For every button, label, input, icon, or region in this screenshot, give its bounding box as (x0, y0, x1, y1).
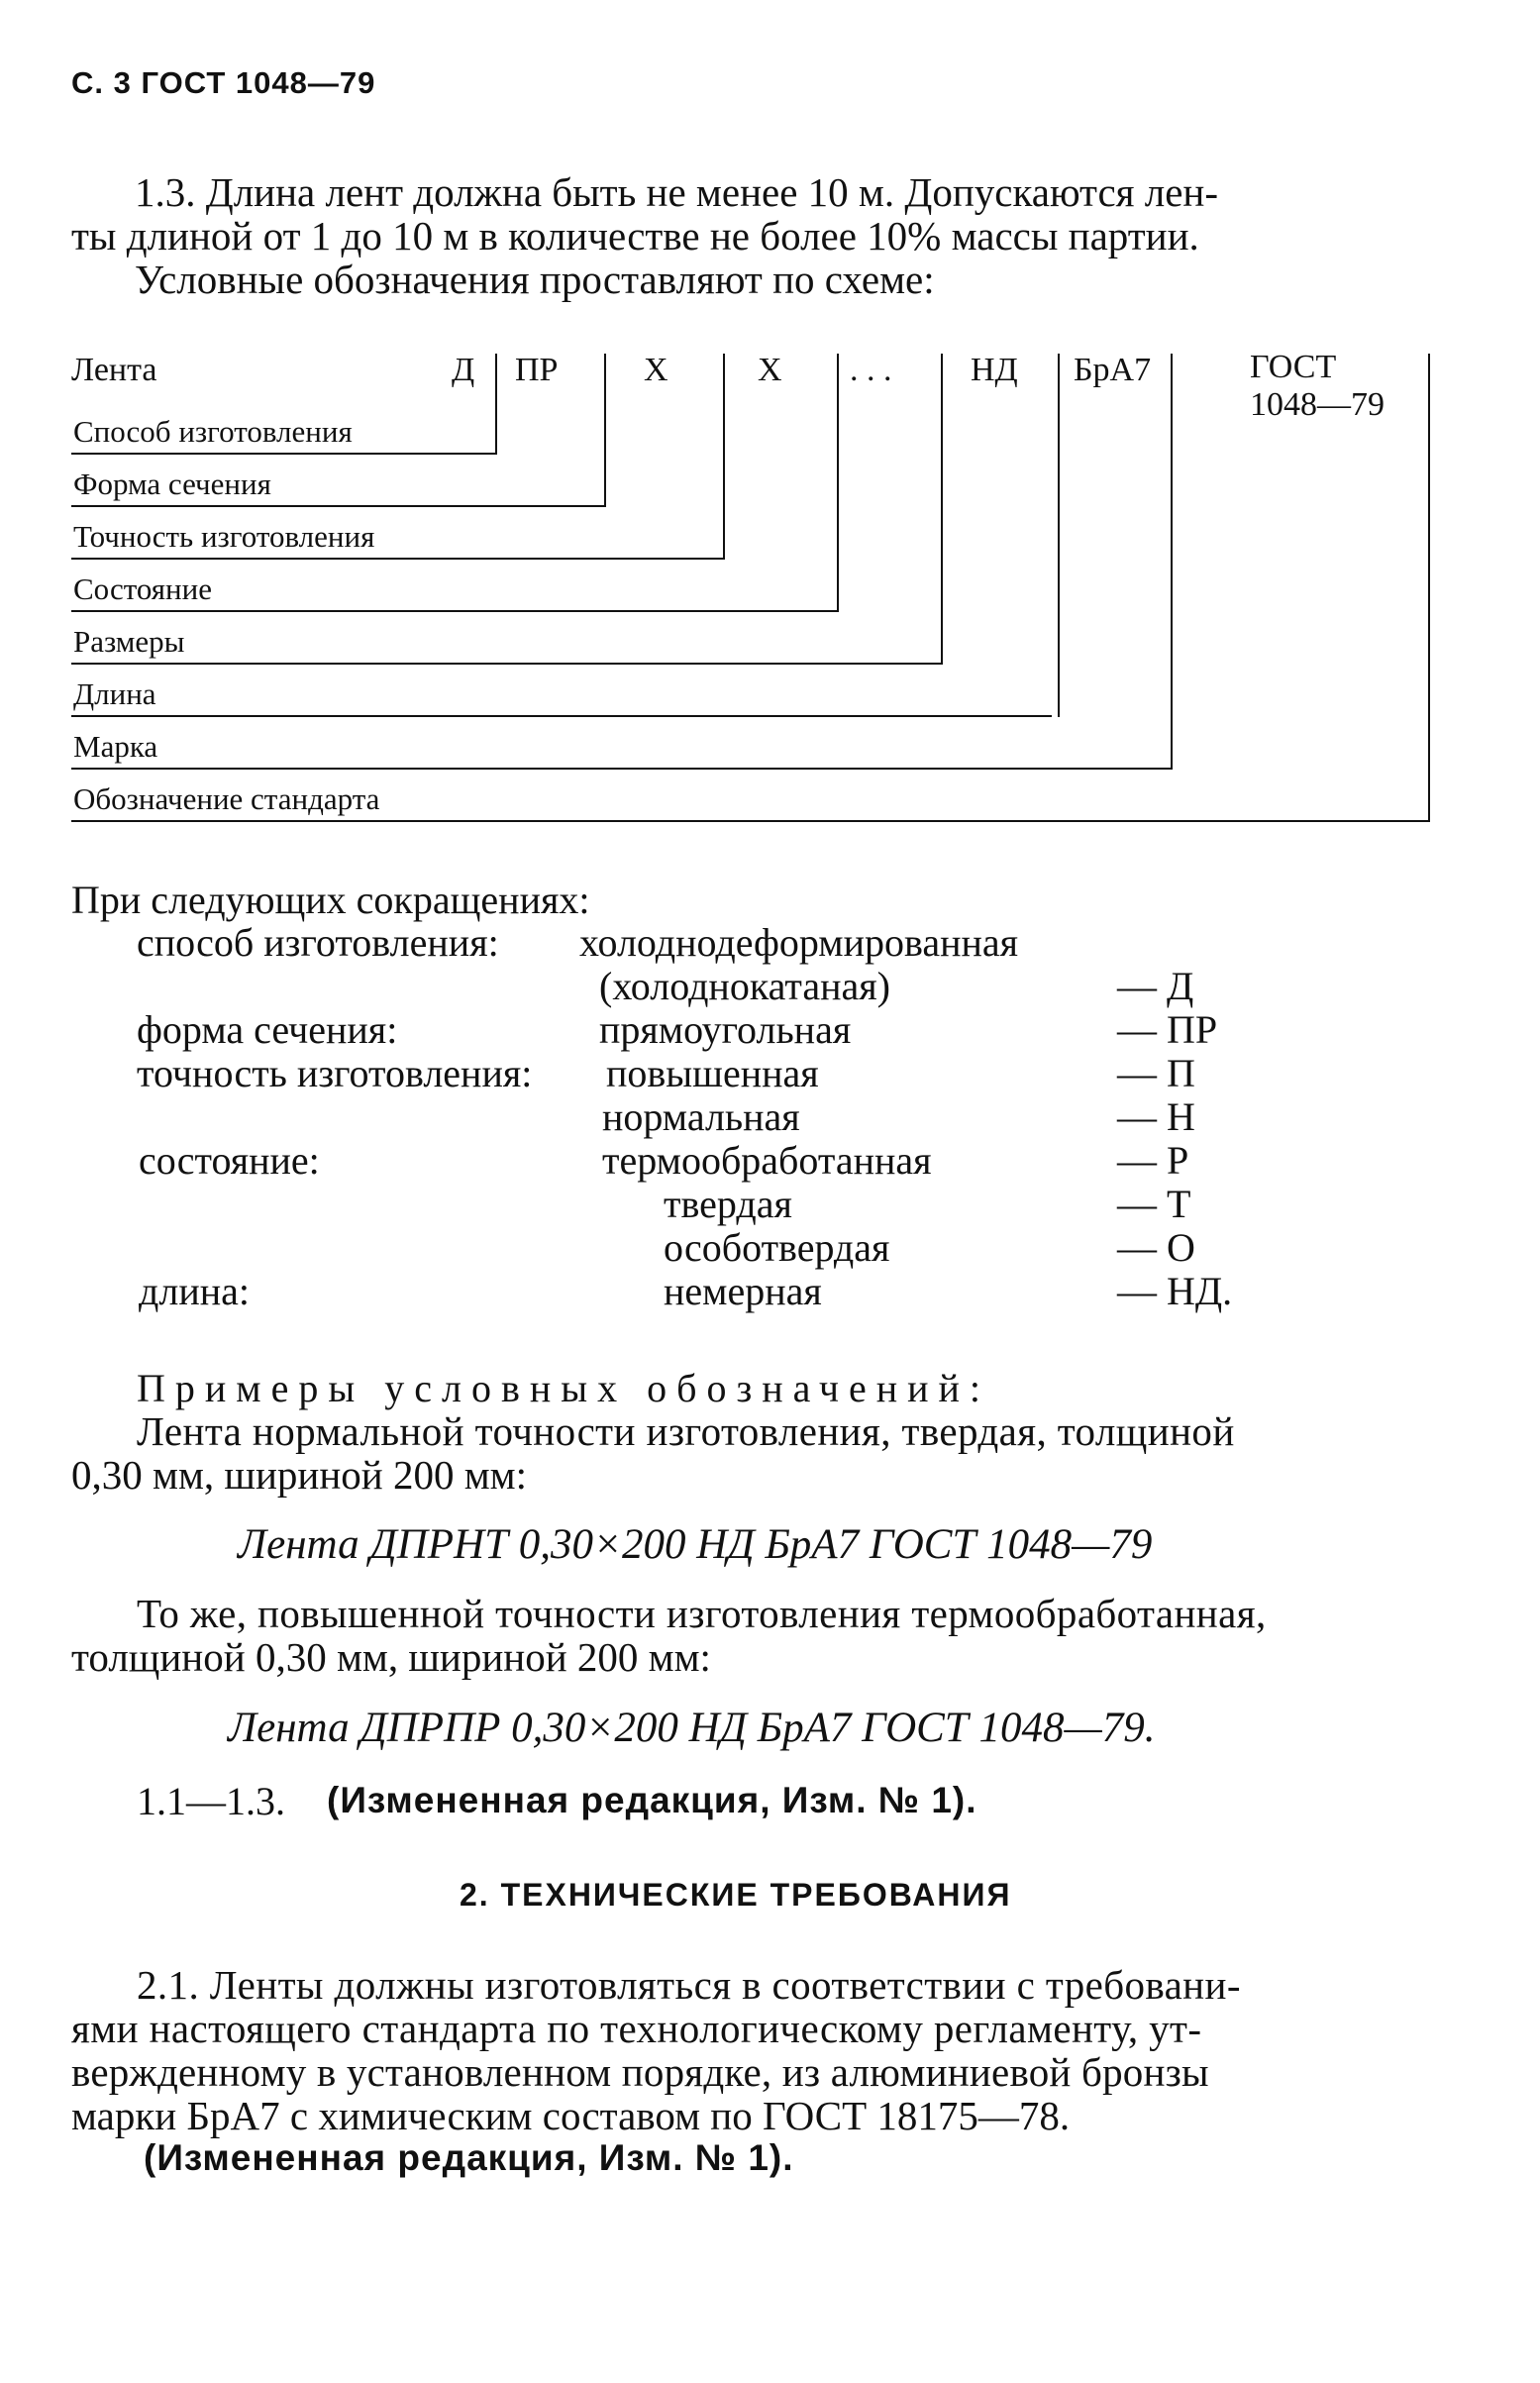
scheme-gost: ГОСТ (1250, 349, 1337, 385)
revision1-text: (Измененная редакция, Изм. № 1). (327, 1780, 977, 1820)
scheme-label-grade: Марка (73, 729, 158, 764)
abbr-cat-shape: форма сечения: (137, 1007, 398, 1052)
section2-title: 2. ТЕХНИЧЕСКИЕ ТРЕБОВАНИЯ (460, 1877, 1012, 1913)
ex2-code: Лента ДПРПР 0,30×200 НД БрА7 ГОСТ 1048—79. (228, 1705, 1156, 1751)
abbr-val-rect: прямоугольная (599, 1007, 852, 1052)
scheme-code-x1: Х (644, 352, 668, 388)
ex1-line1: Лента нормальной точности изготовления, твердая, толщиной (137, 1408, 1235, 1454)
scheme-lenta: Лента (71, 352, 157, 388)
section2-revision: (Измененная редакция, Изм. № 1). (144, 2137, 794, 2178)
abbr-cat-accuracy: точность изготовления: (137, 1051, 533, 1095)
scheme-code-pr: ПР (515, 352, 559, 388)
scheme-label-shape: Форма сечения (73, 466, 271, 501)
abbr-val-extrahard: особотвердая (664, 1225, 890, 1270)
scheme-gost-number: 1048—79 (1250, 386, 1385, 423)
scheme-code-d: Д (452, 352, 475, 388)
page-header: С. 3 ГОСТ 1048—79 (71, 65, 376, 100)
ex1-code: Лента ДПРНТ 0,30×200 НД БрА7 ГОСТ 1048—79 (238, 1521, 1153, 1568)
abbr-val-rolled: (холоднокатаная) (599, 964, 890, 1008)
scheme-code-x2: Х (758, 352, 782, 388)
ex2-line1: То же, повышенной точности изготовления термообработанная, (137, 1591, 1267, 1636)
abbr-val-hard: твердая (664, 1182, 792, 1226)
abbr-code-nd: — НД. (1117, 1269, 1233, 1313)
abbr-val-cold: холоднодеформированная (579, 920, 1019, 965)
abbr-val-high: повышенная (606, 1051, 819, 1095)
abbr-val-heat: термообработанная (602, 1138, 932, 1183)
abbr-code-t: — Т (1117, 1182, 1191, 1226)
scheme-code-nd: НД (971, 352, 1018, 388)
abbr-cat-length: длина: (139, 1269, 250, 1313)
p13-line3: Условные обозначения проставляют по схеме: (135, 257, 935, 302)
examples-title: Примеры условных обозначений: (137, 1366, 991, 1410)
scheme-label-accuracy: Точность изготовления (73, 519, 375, 554)
abbr-code-p: — П (1117, 1051, 1195, 1095)
scheme-label-dimensions: Размеры (73, 624, 185, 659)
abbr-val-random: немерная (664, 1269, 822, 1313)
p21-line2: ями настоящего стандарта по технологическому регламенту, ут- (71, 2006, 1202, 2051)
scheme-label-length: Длина (73, 676, 156, 711)
p13-line1: 1.3. Длина лент должна быть не менее 10 м. Допускаются лен- (135, 169, 1219, 215)
revision1-ref: 1.1—1.3. (137, 1779, 285, 1823)
p21-line4: марки БрА7 с химическим составом по ГОСТ 18175—78. (71, 2093, 1071, 2138)
p21-line3: вержденному в установленном порядке, из алюминиевой бронзы (71, 2049, 1209, 2095)
ex2-line2: толщиной 0,30 мм, шириной 200 мм: (71, 1634, 711, 1680)
abbr-code-r: — Р (1117, 1138, 1189, 1183)
p21-line1: 2.1. Ленты должны изготовляться в соответствии с требовани- (137, 1962, 1241, 2008)
scheme-label-standard: Обозначение стандарта (73, 781, 380, 816)
abbr-val-normal: нормальная (602, 1094, 800, 1139)
abbr-code-d: — Д (1117, 964, 1194, 1008)
abbr-intro: При следующих сокращениях: (71, 878, 590, 922)
abbr-cat-method: способ изготовления: (137, 920, 499, 965)
p13-line2: ты длиной от 1 до 10 м в количестве не более 10% массы партии. (71, 213, 1199, 259)
abbr-code-pr: — ПР (1117, 1007, 1218, 1052)
abbr-code-o: — О (1117, 1225, 1195, 1270)
scheme-label-method: Способ изготовления (73, 414, 353, 449)
abbr-cat-state: состояние: (139, 1138, 320, 1183)
ex1-line2: 0,30 мм, шириной 200 мм: (71, 1452, 528, 1498)
scheme-code-bra7: БрА7 (1074, 352, 1152, 388)
scheme-label-state: Состояние (73, 571, 212, 606)
abbr-code-n: — Н (1117, 1094, 1195, 1139)
scheme-code-dots: . . . (850, 352, 892, 388)
